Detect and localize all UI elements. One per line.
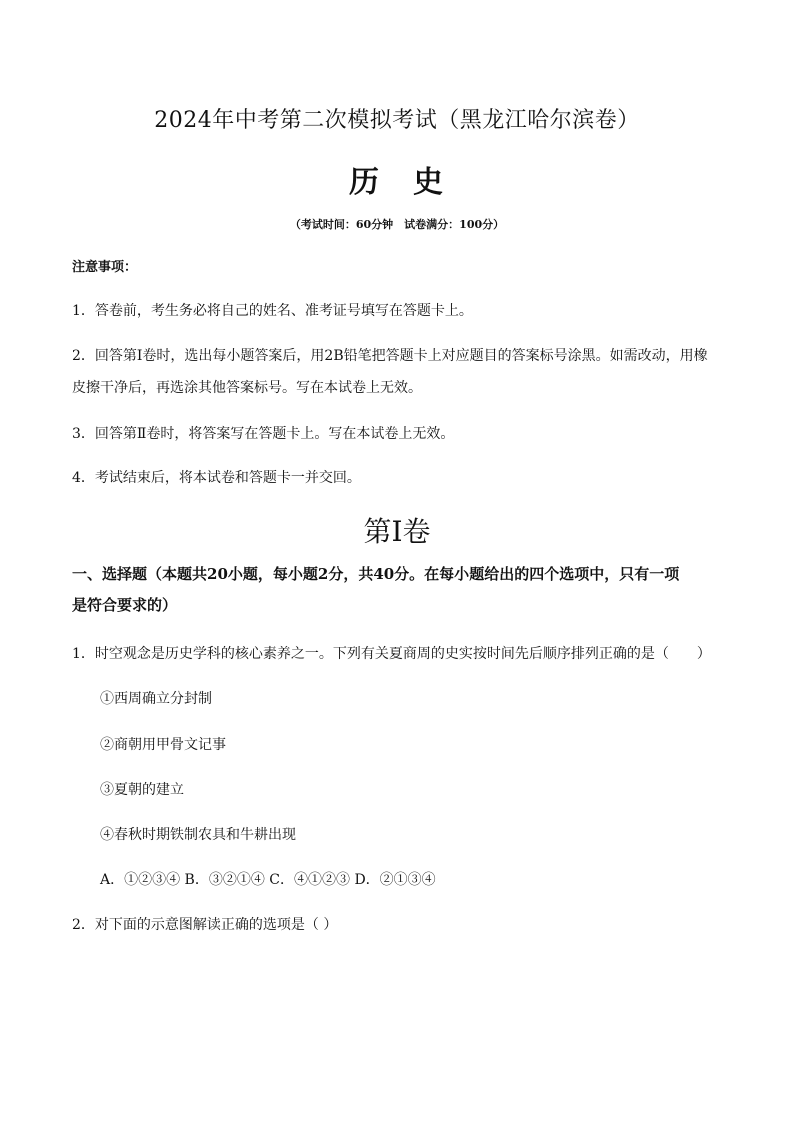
- notice-item: 4．考试结束后，将本试卷和答题卡一并交回。: [72, 470, 361, 486]
- notice-item: 2．回答第Ⅰ卷时，选出每小题答案后，用2B铅笔把答题卡上对应题目的答案标号涂黑。如需改动，用橡: [72, 348, 708, 364]
- notice-item: 3．回答第Ⅱ卷时，将答案写在答题卡上。写在本试卷上无效。: [72, 426, 455, 442]
- exam-title: 2024年中考第二次模拟考试（黑龙江哈尔滨卷）: [154, 108, 640, 133]
- subject-title: 历 史: [349, 165, 445, 200]
- answer-choices: A．①②③④ B．③②①④ C．④①②③ D．②①③④: [100, 872, 436, 888]
- exam-info: （考试时间：60分钟 试卷满分：100分）: [289, 218, 505, 231]
- question-stem: 2．对下面的示意图解读正确的选项是（ ）: [72, 917, 338, 933]
- question-statement: ①西周确立分封制: [100, 691, 212, 707]
- notice-item: 皮擦干净后，再选涂其他答案标号。写在本试卷上无效。: [72, 380, 422, 396]
- question-stem: 1．时空观念是历史学科的核心素养之一。下列有关夏商周的史实按时间先后顺序排列正确的是（ ）: [72, 646, 711, 662]
- section-title: 第Ⅰ卷: [363, 515, 431, 548]
- section-heading-continued: 是符合要求的）: [72, 596, 178, 614]
- notice-title: 注意事项：: [72, 260, 138, 275]
- question-statement: ②商朝用甲骨文记事: [100, 737, 226, 753]
- notice-item: 1．答卷前，考生务必将自己的姓名、准考证号填写在答题卡上。: [72, 303, 473, 319]
- question-statement: ④春秋时期铁制农具和牛耕出现: [100, 827, 296, 843]
- section-heading: 一、选择题（本题共20小题，每小题2分，共40分。在每小题给出的四个选项中，只有一项: [72, 565, 680, 583]
- question-statement: ③夏朝的建立: [100, 782, 184, 798]
